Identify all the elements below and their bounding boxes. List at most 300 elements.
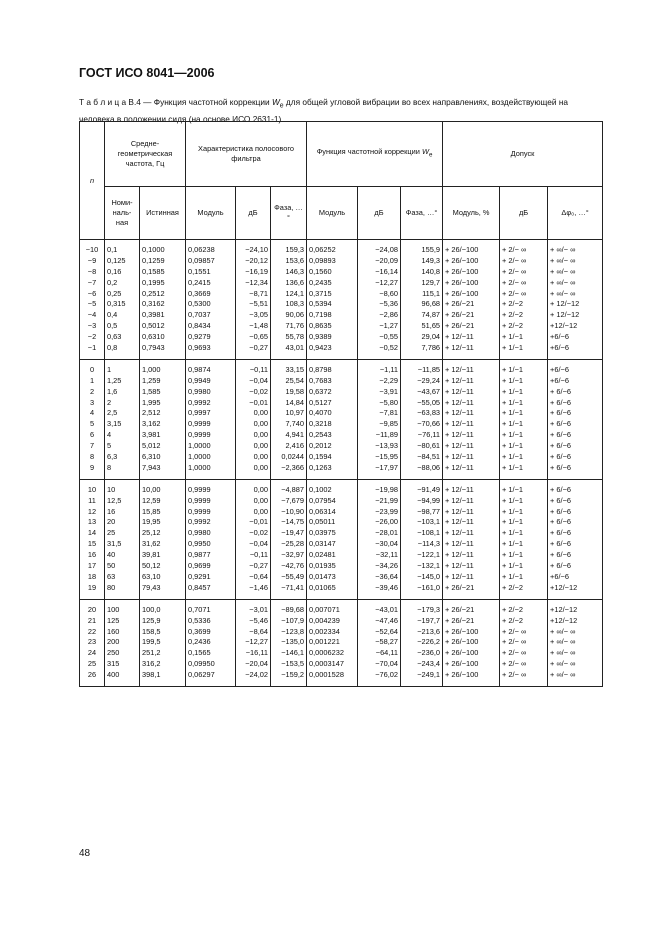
cell-value: −5 xyxy=(87,299,97,309)
cell-value: −25,28 xyxy=(281,539,305,549)
cell-value: +12/−12 xyxy=(550,321,578,331)
cell-t-db xyxy=(500,359,548,479)
cell-value: +6/−6 xyxy=(550,571,569,581)
cell-value: 1,000 xyxy=(142,364,161,374)
table-row-group xyxy=(80,240,603,360)
cell-value: −36,64 xyxy=(375,571,399,581)
cell-value: −12,34 xyxy=(245,277,268,287)
cell-value: −70,04 xyxy=(375,659,399,669)
cell-value: 10,97 xyxy=(285,408,305,418)
cell-value: 0,1000 xyxy=(142,245,165,254)
cell-value: −8,71 xyxy=(249,288,268,298)
cell-value: 12,59 xyxy=(142,495,161,505)
cell-value: 1,0000 xyxy=(188,462,211,472)
cell-value: −43,67 xyxy=(417,386,441,396)
cell-value: + 6/−6 xyxy=(550,495,572,505)
cell-value: 10 xyxy=(107,484,116,494)
cell-value: −55,05 xyxy=(417,397,441,407)
cell-value: 155,9 xyxy=(421,245,441,254)
cell-value: −19,98 xyxy=(375,484,399,494)
table-caption: Т а б л и ц а В.4 — Функция частотной коррекции $W_e$ для общей угловой вибрации во всех направлениях, воздействующей на человека в положении сидя (на основе ИСО 2631-1) xyxy=(79,97,569,124)
cell-value: +6/−6 xyxy=(550,364,569,374)
cell-value: −213,6 xyxy=(417,626,441,636)
cell-value: 19,58 xyxy=(285,386,305,396)
cell-value: 0,9699 xyxy=(188,561,211,571)
cell-value: +6/−6 xyxy=(550,375,569,385)
cell-t-mod xyxy=(443,479,500,599)
cell-value: + 1/−1 xyxy=(502,517,524,527)
cell-value: 0,9423 xyxy=(309,343,332,353)
cell-value: 0,9999 xyxy=(188,419,211,429)
cell-value: −249,1 xyxy=(417,670,441,680)
cell-bf-phase xyxy=(271,240,307,360)
cell-value: 0,06238 xyxy=(188,245,215,254)
cell-value: 0,00 xyxy=(253,452,268,462)
cell-value: 0,5336 xyxy=(188,615,211,625)
cell-value: −1,46 xyxy=(249,582,268,592)
cell-value: 16 xyxy=(87,550,97,560)
cell-value: −3,05 xyxy=(249,310,268,320)
cell-value: + 6/−6 xyxy=(550,408,572,418)
cell-value: 0,9992 xyxy=(188,517,211,527)
cell-value: 20 xyxy=(87,604,97,614)
cell-value: −0,11 xyxy=(249,550,268,560)
col-bf-phase-header: Фаза, …° xyxy=(271,187,307,240)
cell-value: −1 xyxy=(87,343,97,353)
cell-value: 15,85 xyxy=(142,506,161,516)
cell-value: 23 xyxy=(87,637,97,647)
cell-value: −24,02 xyxy=(245,670,268,680)
cell-w-mod xyxy=(307,240,358,360)
cell-value: 15 xyxy=(87,539,97,549)
cell-value: + ∞/− ∞ xyxy=(550,659,576,669)
cell-value: −8,64 xyxy=(249,626,268,636)
cell-value: 0,0001528 xyxy=(309,670,344,680)
cell-value: −70,66 xyxy=(417,419,441,429)
cell-value: + 26/−21 xyxy=(445,321,475,331)
cell-value: 90,06 xyxy=(285,310,305,320)
cell-value: + 12/−12 xyxy=(550,310,580,320)
cell-value: −0,55 xyxy=(379,332,399,342)
cell-value: 96,68 xyxy=(421,299,441,309)
cell-value: 0,9874 xyxy=(188,364,211,374)
cell-value: 19,95 xyxy=(142,517,161,527)
cell-value: + 1/−1 xyxy=(502,364,524,374)
cell-n xyxy=(80,599,105,686)
cell-value: −0,65 xyxy=(249,332,268,342)
cell-value: 0,8457 xyxy=(188,582,211,592)
cell-value: 79,43 xyxy=(142,582,161,592)
cell-value: + 26/−21 xyxy=(445,299,475,309)
cell-value: 0,001221 xyxy=(309,637,340,647)
cell-value: 4 xyxy=(107,430,112,440)
col-nominal-header: Номи-наль-ная xyxy=(105,187,140,240)
cell-bf-db xyxy=(236,240,271,360)
cell-value: −55,49 xyxy=(281,571,305,581)
cell-value: −7 xyxy=(87,277,97,287)
cell-value: −243,4 xyxy=(417,659,441,669)
cell-value: −89,68 xyxy=(281,604,305,614)
cell-value: + 12/−11 xyxy=(445,397,474,407)
cell-value: −42,76 xyxy=(281,561,305,571)
cell-value: + 6/−6 xyxy=(550,441,572,451)
cell-value: 20 xyxy=(107,517,116,527)
cell-value: + 2/− ∞ xyxy=(502,637,527,647)
cell-value: 0,5127 xyxy=(309,397,332,407)
cell-value: + 12/−11 xyxy=(445,441,474,451)
cell-value: −9 xyxy=(87,255,97,265)
cell-value: + 2/−2 xyxy=(502,321,524,331)
cell-value: + 12/−11 xyxy=(445,550,474,560)
cell-value: 108,3 xyxy=(285,299,305,309)
cell-value: 0,2435 xyxy=(309,277,332,287)
cell-w-mod xyxy=(307,479,358,599)
cell-value: 1,995 xyxy=(142,397,161,407)
cell-value: 160 xyxy=(107,626,120,636)
cell-value: + 1/−1 xyxy=(502,419,524,429)
cell-value: −2,29 xyxy=(379,375,399,385)
cell-value: 21 xyxy=(87,615,97,625)
cell-value: 0,00 xyxy=(253,462,268,472)
cell-value: −0,52 xyxy=(379,343,399,353)
cell-value: 0,7071 xyxy=(188,604,211,614)
cell-value: 43,01 xyxy=(285,343,305,353)
cell-value: 8 xyxy=(89,452,95,462)
cell-value: 12,5 xyxy=(107,495,122,505)
cell-value: + 12/−11 xyxy=(445,539,474,549)
cell-value: 0,1 xyxy=(107,245,118,254)
cell-t-db xyxy=(500,479,548,599)
cell-value: −146,1 xyxy=(281,648,305,658)
cell-value: 0,2543 xyxy=(309,430,332,440)
col-w-db-header: дБ xyxy=(358,187,401,240)
cell-value: 2 xyxy=(107,397,112,407)
cell-value: 0,0006232 xyxy=(309,648,344,658)
cell-value: 0,6372 xyxy=(309,386,332,396)
cell-value: −236,0 xyxy=(417,648,441,658)
cell-value: + ∞/− ∞ xyxy=(550,245,576,254)
cell-value: −47,46 xyxy=(375,615,399,625)
cell-value: 0,3715 xyxy=(309,288,332,298)
weighting-table xyxy=(79,121,603,687)
cell-value: 0,00 xyxy=(253,441,268,451)
cell-value: −8 xyxy=(87,266,97,276)
cell-value: 0,8434 xyxy=(188,321,211,331)
cell-value: 0,16 xyxy=(107,266,122,276)
cell-value: + 26/−100 xyxy=(445,245,479,254)
cell-value: 398,1 xyxy=(142,670,161,680)
cell-value: + 1/−1 xyxy=(502,571,524,581)
cell-value: 24 xyxy=(87,648,97,658)
cell-value: 0,9949 xyxy=(188,375,211,385)
cell-value: −7,679 xyxy=(281,495,305,505)
cell-value: + 6/−6 xyxy=(550,386,572,396)
cell-value: 140,8 xyxy=(421,266,441,276)
cell-value: −88,06 xyxy=(417,462,441,472)
cell-value: 0,09857 xyxy=(188,255,215,265)
cell-value: 0,9291 xyxy=(188,571,211,581)
cell-value: 0,2512 xyxy=(142,288,165,298)
cell-value: 251,2 xyxy=(142,648,161,658)
cell-value: −11,85 xyxy=(417,364,441,374)
cell-value: −28,01 xyxy=(375,528,399,538)
cell-value: −76,02 xyxy=(375,670,399,680)
cell-value: 0,3699 xyxy=(188,626,211,636)
cell-t-mod xyxy=(443,599,500,686)
cell-value: 5 xyxy=(107,441,112,451)
cell-value: 0,9980 xyxy=(188,386,211,396)
cell-value: + 26/−100 xyxy=(445,670,479,680)
cell-bf-db xyxy=(236,599,271,686)
cell-value: −197,7 xyxy=(417,615,441,625)
cell-value: + 26/−100 xyxy=(445,637,479,647)
cell-value: 0,9279 xyxy=(188,332,211,342)
cell-value: 0,7683 xyxy=(309,375,332,385)
col-true-header: Истинная xyxy=(140,187,186,240)
cell-t-phase xyxy=(548,240,603,360)
cell-bf-mod xyxy=(186,599,236,686)
cell-value: 3 xyxy=(89,397,95,407)
cell-true xyxy=(140,359,186,479)
cell-value: + 6/−6 xyxy=(550,462,572,472)
col-w-phase-header: Фаза, …° xyxy=(401,187,443,240)
cell-value: −226,2 xyxy=(417,637,441,647)
cell-value: 5,012 xyxy=(142,441,161,451)
cell-value: 0,9999 xyxy=(188,495,211,505)
cell-value: +12/−12 xyxy=(550,604,578,614)
cell-value: −16,11 xyxy=(245,648,268,658)
cell-value: 63,10 xyxy=(142,571,161,581)
cell-value: + 1/−1 xyxy=(502,386,524,396)
cell-value: 1,6 xyxy=(107,386,118,396)
cell-value: + 12/−11 xyxy=(445,408,474,418)
cell-value: 0,2436 xyxy=(188,637,211,647)
cell-value: 55,78 xyxy=(285,332,305,342)
cell-value: + 2/− ∞ xyxy=(502,626,527,636)
cell-value: 2,512 xyxy=(142,408,161,418)
cell-value: 7,740 xyxy=(285,419,305,429)
cell-value: 80 xyxy=(107,582,116,592)
cell-value: + 12/−11 xyxy=(445,506,474,516)
cell-value: 0,1565 xyxy=(188,648,211,658)
cell-value: 0,1594 xyxy=(309,452,332,462)
cell-value: + 6/−6 xyxy=(550,484,572,494)
cell-value: + 6/−6 xyxy=(550,430,572,440)
cell-n xyxy=(80,359,105,479)
cell-value: 115,1 xyxy=(422,288,441,298)
cell-value: −0,01 xyxy=(249,517,268,527)
cell-value: −123,8 xyxy=(281,626,305,636)
cell-value: 1,585 xyxy=(142,386,161,396)
cell-value: −179,3 xyxy=(417,604,441,614)
cell-w-phase xyxy=(401,359,443,479)
cell-value: 25,12 xyxy=(142,528,161,538)
cell-value: 0,8635 xyxy=(309,321,332,331)
cell-value: 0,03147 xyxy=(309,539,336,549)
cell-value: 0,007071 xyxy=(309,604,340,614)
col-bf-modulus-header: Модуль xyxy=(186,187,236,240)
cell-value: 200 xyxy=(107,637,120,647)
cell-t-db xyxy=(500,240,548,360)
cell-value: −4,887 xyxy=(281,484,305,494)
cell-value: −1,48 xyxy=(249,321,268,331)
cell-value: 0,9999 xyxy=(188,484,211,494)
cell-value: −24,10 xyxy=(245,245,268,254)
cell-value: 0,9950 xyxy=(188,539,211,549)
cell-t-db xyxy=(500,599,548,686)
cell-value: 0,125 xyxy=(107,255,126,265)
cell-value: −161,0 xyxy=(417,582,441,592)
cell-value: 17 xyxy=(87,561,97,571)
cell-value: 3,15 xyxy=(107,419,122,429)
cell-value: −98,77 xyxy=(417,506,441,516)
cell-value: 14 xyxy=(87,528,97,538)
cell-value: 50 xyxy=(107,561,116,571)
cell-w-phase xyxy=(401,479,443,599)
cell-value: 0,8 xyxy=(107,343,118,353)
cell-value: 100,0 xyxy=(142,604,161,614)
cell-value: 1,0000 xyxy=(188,441,211,451)
cell-value: + 12/−11 xyxy=(445,343,474,353)
cell-bf-mod xyxy=(186,479,236,599)
cell-value: −91,49 xyxy=(417,484,441,494)
cell-w-mod xyxy=(307,599,358,686)
cell-value: 0,0003147 xyxy=(309,659,344,669)
cell-value: −26,00 xyxy=(375,517,399,527)
col-n-header: n xyxy=(80,122,105,240)
cell-value: 0,25 xyxy=(107,288,122,298)
cell-value: −10 xyxy=(85,245,99,254)
cell-value: −145,0 xyxy=(417,571,441,581)
cell-value: −24,08 xyxy=(375,245,399,254)
cell-value: −52,64 xyxy=(375,626,399,636)
cell-value: 0,1995 xyxy=(142,277,165,287)
cell-value: −17,97 xyxy=(375,462,399,472)
cell-value: 40 xyxy=(107,550,116,560)
cell-value: 0,1263 xyxy=(309,462,332,472)
cell-value: 29,04 xyxy=(421,332,441,342)
cell-value: + 6/−6 xyxy=(550,528,572,538)
cell-value: 63 xyxy=(107,571,116,581)
cell-value: 0,3981 xyxy=(142,310,165,320)
cell-value: −23,99 xyxy=(375,506,399,516)
cell-value: −64,11 xyxy=(375,648,399,658)
cell-value: 400 xyxy=(107,670,120,680)
cell-value: + 1/−1 xyxy=(502,484,524,494)
cell-value: −80,61 xyxy=(417,441,441,451)
cell-value: 0,06297 xyxy=(188,670,215,680)
cell-value: −0,01 xyxy=(249,397,268,407)
cell-value: 100 xyxy=(107,604,120,614)
cell-value: 0,00 xyxy=(253,408,268,418)
cell-value: −108,1 xyxy=(417,528,441,538)
cell-value: 0,05011 xyxy=(309,517,336,527)
cell-value: + 12/−11 xyxy=(445,561,474,571)
cell-value: −0,02 xyxy=(249,386,268,396)
cell-value: + 6/−6 xyxy=(550,539,572,549)
cell-value: 0,9693 xyxy=(188,343,211,353)
cell-value: + ∞/− ∞ xyxy=(550,255,576,265)
cell-w-db xyxy=(358,359,401,479)
cell-value: −12,27 xyxy=(245,637,268,647)
cell-value: 0,1551 xyxy=(188,266,211,276)
cell-value: −16,14 xyxy=(375,266,399,276)
cell-value: + 26/−100 xyxy=(445,626,479,636)
cell-value: 316,2 xyxy=(142,659,161,669)
cell-value: −3,01 xyxy=(249,604,268,614)
cell-value: −1,27 xyxy=(379,321,399,331)
cell-value: 0,9999 xyxy=(188,506,211,516)
cell-value: + 2/− ∞ xyxy=(502,288,527,298)
cell-value: 129,7 xyxy=(421,277,441,287)
cell-bf-mod xyxy=(186,359,236,479)
cell-value: −10,90 xyxy=(281,506,305,516)
cell-value: 0,00 xyxy=(253,419,268,429)
cell-value: 0,6310 xyxy=(142,332,165,342)
cell-value: 136,6 xyxy=(285,277,305,287)
cell-value: −39,46 xyxy=(375,582,399,592)
cell-value: −8,60 xyxy=(379,288,399,298)
cell-value: −13,93 xyxy=(375,441,399,451)
cell-value: −14,75 xyxy=(281,517,305,527)
cell-value: 0,02481 xyxy=(309,550,336,560)
cell-w-db xyxy=(358,240,401,360)
cell-value: −58,27 xyxy=(375,637,399,647)
cell-value: + 26/−21 xyxy=(445,582,475,592)
cell-value: 0 xyxy=(89,364,95,374)
cell-value: + 1/−1 xyxy=(502,408,524,418)
cell-value: 74,87 xyxy=(421,310,441,320)
cell-value: 10,00 xyxy=(142,484,161,494)
cell-bf-db xyxy=(236,479,271,599)
cell-bf-db xyxy=(236,359,271,479)
cell-value: 4,941 xyxy=(285,430,305,440)
cell-value: + 2/−2 xyxy=(502,299,524,309)
col-t-modulus-header: Модуль, % xyxy=(443,187,500,240)
cell-value: −5,80 xyxy=(379,397,399,407)
cell-value: 0,3669 xyxy=(188,288,211,298)
cell-value: 11 xyxy=(88,495,96,505)
cell-value: 7,943 xyxy=(142,462,161,472)
cell-value: 2,5 xyxy=(107,408,118,418)
cell-value: 0,5 xyxy=(107,321,118,331)
cell-w-db xyxy=(358,599,401,686)
cell-w-phase xyxy=(401,240,443,360)
cell-value: 125 xyxy=(107,615,120,625)
cell-value: 0,9997 xyxy=(188,408,211,418)
cell-value: −6 xyxy=(87,288,97,298)
cell-value: + 1/−1 xyxy=(502,495,524,505)
cell-value: 158,5 xyxy=(142,626,161,636)
cell-value: −1,11 xyxy=(379,364,399,374)
cell-value: 0,06314 xyxy=(309,506,336,516)
cell-value: 149,3 xyxy=(421,255,441,265)
cell-value: −20,12 xyxy=(245,255,268,265)
cell-value: 0,1560 xyxy=(309,266,332,276)
document-title: ГОСТ ИСО 8041—2006 xyxy=(79,66,215,80)
cell-value: −114,3 xyxy=(417,539,441,549)
cell-t-mod xyxy=(443,359,500,479)
cell-value: −11,89 xyxy=(375,430,399,440)
col-tolerance-header: Допуск xyxy=(443,122,603,187)
cell-value: 0,2415 xyxy=(188,277,211,287)
cell-value: 0,1259 xyxy=(142,255,165,265)
cell-value: + 12/−11 xyxy=(445,462,474,472)
cell-value: + 6/−6 xyxy=(550,550,572,560)
cell-nominal xyxy=(105,599,140,686)
cell-value: 146,3 xyxy=(285,266,305,276)
cell-n xyxy=(80,240,105,360)
